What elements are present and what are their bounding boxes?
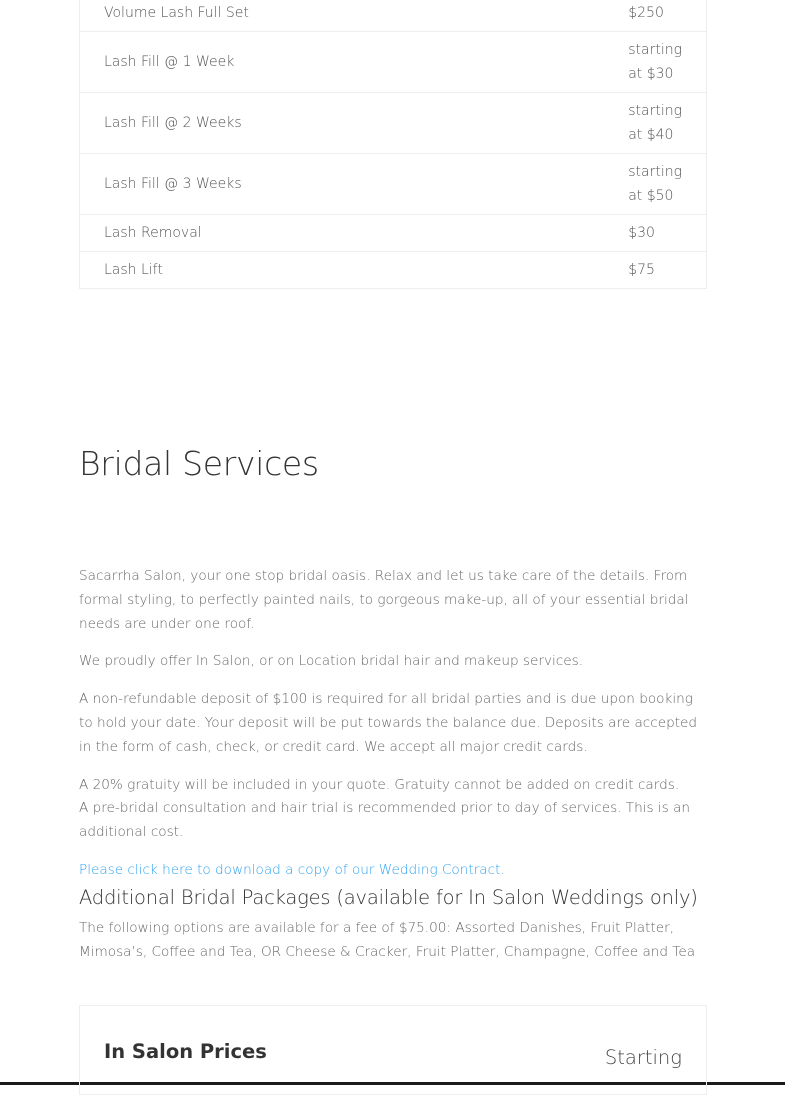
service-price: starting at $30 [628,32,706,93]
gratuity-note: A 20% gratuity will be included in your quote. Gratuity cannot be added on credit cards. [79,776,680,793]
service-name: Lash Removal [80,215,629,252]
service-price: starting at $50 [628,154,706,215]
table-row [80,93,707,154]
table-row [80,215,707,252]
packages-title: Additional Bridal Packages (available for In Salon Weddings only) [79,885,698,909]
service-name: Volume Lash Full Set [104,5,249,21]
wedding-contract-link[interactable]: Please click here to download a copy of our Wedding Contract. [79,861,505,878]
in-salon-prices-title: In Salon Prices [104,1040,267,1063]
bridal-intro: Sacarrha Salon, your one stop bridal oasis. Relax and let us take care of the details. From formal styling, to perfectly painted nails, to gorgeous make-up, all of your essential bridal needs are under one roof. [79,568,689,632]
bridal-services-title: Bridal Services [79,444,319,483]
service-name: Lash Fill @ 1 Week [80,32,629,93]
service-price: $75 [628,252,706,289]
service-price: starting at $40 [628,93,706,154]
starting-label: Starting [604,1046,682,1069]
lash-price-table [79,0,707,289]
bridal-offer: We proudly offer In Salon, or on Location bridal hair and makeup services. [79,653,584,670]
packages-text: The following options are available for a fee of $75.00: Assorted Danishes, Fruit Platter, Mimosa’s, Coffee and Tea, OR Cheese & Cracker, Fruit Platter, Champagne, Coffee and Tea [79,919,696,960]
table-row [80,252,707,289]
table-row [80,154,707,215]
consultation-note: A pre-bridal consultation and hair trial is recommended prior to day of services. This is an additional cost. [79,800,691,841]
service-price: $30 [628,215,706,252]
service-name: Lash Lift [80,252,629,289]
in-salon-price-box [79,1005,707,1095]
service-price: $250 [628,5,664,21]
table-row [80,32,707,93]
service-name: Lash Fill @ 3 Weeks [80,154,629,215]
service-name: Lash Fill @ 2 Weeks [80,93,629,154]
table-row [80,0,707,32]
bridal-content [79,565,704,978]
deposit-policy: A non-refundable deposit of $100 is required for all bridal parties and is due upon booking to hold your date. Your deposit will be put towards the balance due. Deposits are accepted in the form of cash, check, or credit card. We accept all major credit cards. [79,691,698,755]
